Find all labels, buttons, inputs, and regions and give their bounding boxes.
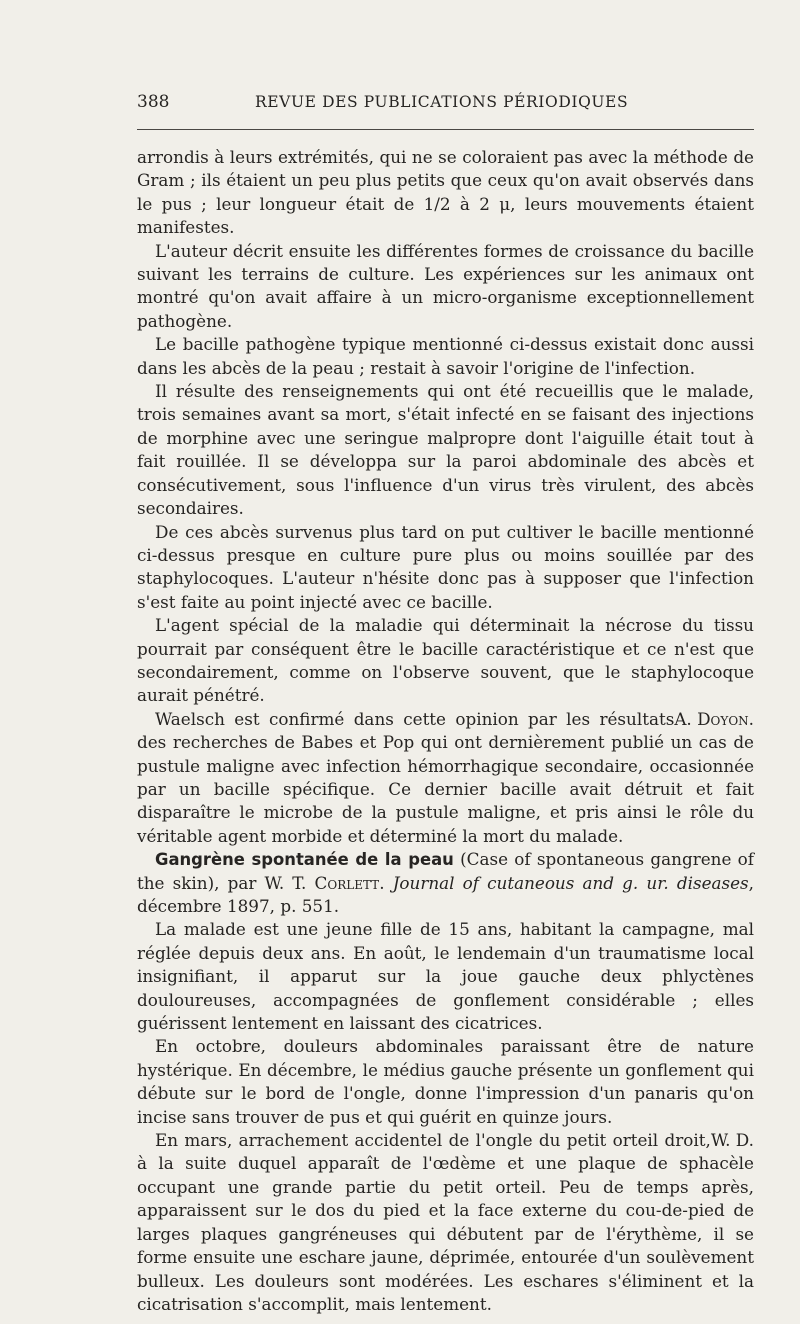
article-date: , décembre 1897, p. 551. — [137, 872, 755, 916]
paragraph: De ces abcès survenus plus tard on put cultiver le bacille mentionné ci-dessus presque en culture pure plus ou moins souillée par des staphylocoques. L'auteur n'hésite donc pas à supposer que l'infection s'est faite au point injecté avec ce bacille. — [137, 521, 754, 612]
running-head — [137, 92, 755, 116]
paragraph: L'agent spécial de la maladie qui déterminait la nécrose du tissu pourrait par conséquent être le bacille caractéristique et ce n'est que secondairement, comme on l'observe souvent, que le staphylocoque aurait pénétré. — [137, 615, 754, 706]
paragraph-text: Waelsch est confirmé dans cette opinion par les résultats des recherches de Babes et Pop qui ont dernièrement publié un cas de pustule maligne avec infection hémorrhagique secondaire, occasionnée par un bacille spécifique. Ce dernier bacille avait détruit et fait disparaître le microbe de la pustule maligne, et pris ainsi le rôle du véritable agent morbide et déterminé la mort du malade. — [137, 708, 754, 846]
paragraph: arrondis à leurs extrémités, qui ne se coloraient pas avec la méthode de Gram ; ils étaient un peu plus petits que ceux qu'on avait observés dans le pus ; leur longueur était de 1/2 à 2 μ, leurs mouvements étaient manifestes. — [137, 147, 754, 238]
paragraph: La malade est une jeune fille de 15 ans, habitant la campagne, mal réglée depuis deux ans. En août, le lendemain d'un traumatisme local insignifiant, il apparut sur la joue gauche deux phlyctènes douloureuses, accompagnées de gonflement considérable ; elles guérissent lentement en laissant des cicatrices. — [137, 919, 754, 1034]
paragraph: En octobre, douleurs abdominales paraissant être de nature hystérique. En décembre, le médius gauche présente un gonflement qui débute sur le bord de l'ongle, donne l'impression d'un panaris qu'on incise sans trouver de pus et qui guérit en quinze jours. — [137, 1036, 754, 1127]
header-rule — [137, 129, 754, 130]
signature: W. D. — [710, 1130, 754, 1151]
running-title: REVUE DES PUBLICATIONS PÉRIODIQUES — [255, 93, 629, 111]
paragraph: Le bacille pathogène typique mentionné ci-dessus existait donc aussi dans les abcès de la peau ; restait à savoir l'origine de l'infection. — [137, 334, 754, 378]
paragraph-with-signature — [137, 708, 754, 848]
article-subtitle: (Case of spontaneous gangrene of the skin), par W. T. — [137, 849, 754, 893]
journal-name: Journal of cutaneous and g. ur. diseases — [392, 872, 749, 893]
page-number: 388 — [137, 92, 170, 112]
article-heading: Gangrène spontanée de la peau (Case of spontaneous gangrene of the skin), par W. T. Corlett. Journal of cutaneous and g. ur. diseases, décembre 1897, p. 551. — [137, 849, 755, 916]
signature: A. Doyon. — [674, 708, 754, 729]
paragraph: L'auteur décrit ensuite les différentes formes de croissance du bacille suivant les terrains de culture. Les expériences sur les animaux ont montré qu'on avait affaire à un micro-organisme exceptionnellement pathogène. — [137, 240, 754, 331]
body-text — [137, 146, 754, 1316]
article-author: Corlett — [314, 872, 380, 893]
paragraph-text: En mars, arrachement accidentel de l'ongle du petit orteil droit, à la suite duquel apparaît de l'œdème et une plaque de sphacèle occupant une grande partie du petit orteil. Peu de temps après, apparaissent sur le dos du pied et la face externe du cou-de-pied de larges plaques gangréneuses qui débutent par de l'érythème, il se forme ensuite une eschare jaune, déprimée, entourée d'un soulèvement bulleux. Les douleurs sont modérées. Les eschares s'éliminent et la cicatrisation s'accomplit, mais lentement. — [137, 1130, 754, 1314]
paragraph-with-signature — [137, 1129, 754, 1316]
article-title: Gangrène spontanée de la peau — [155, 850, 454, 870]
paragraph: Il résulte des renseignements qui ont été recueillis que le malade, trois semaines avant sa mort, s'était infecté en se faisant des injections de morphine avec une seringue malpropre dont l'aiguille était tout à fait rouillée. Il se développa sur la paroi abdominale des abcès et consécutivement, sous l'influence d'un virus très virulent, des abcès secondaires. — [137, 381, 754, 519]
